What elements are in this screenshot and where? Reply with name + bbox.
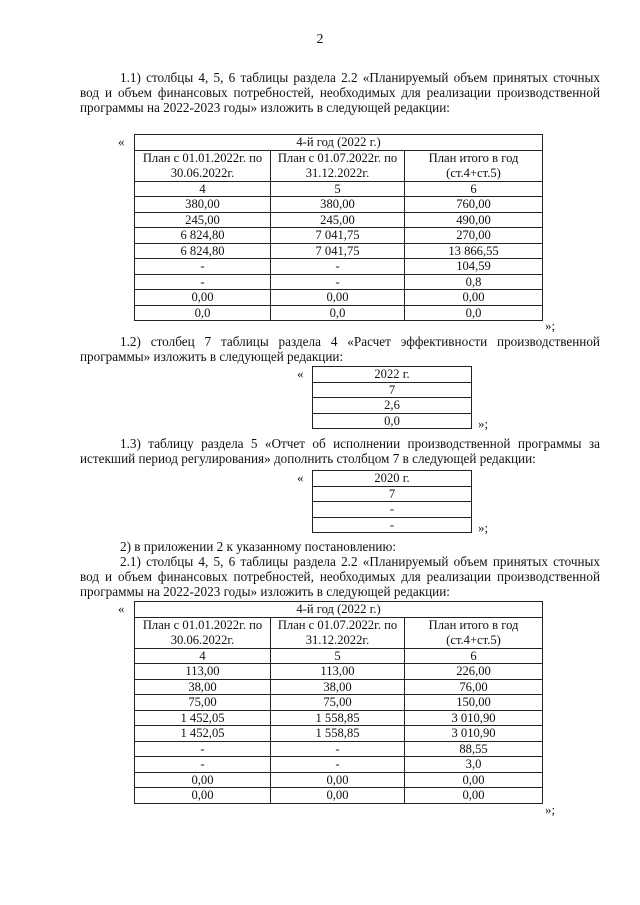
table4-row xyxy=(135,710,543,726)
table4-cell: - xyxy=(135,757,271,773)
table4-cell: 1 558,85 xyxy=(271,710,405,726)
table4-cell: 38,00 xyxy=(135,679,271,695)
table3-cell: 2020 г. xyxy=(313,471,472,487)
page-number: 2 xyxy=(316,32,324,47)
table1-row xyxy=(135,259,543,275)
paragraph-1-3: 1.3) таблицу раздела 5 «Отчет об исполнении производственной программы за истекший период регулирования» дополнить столбцом 7 в следующей редакции: xyxy=(80,436,600,466)
table1-cell: 490,00 xyxy=(405,212,543,228)
table4-cell: 3 010,90 xyxy=(405,726,543,742)
table3-cell: - xyxy=(313,517,472,533)
table4-cell: 150,00 xyxy=(405,695,543,711)
table1-cell: 7 041,75 xyxy=(271,243,405,259)
table4-cell: 0,00 xyxy=(271,788,405,804)
table4-cell: 113,00 xyxy=(271,664,405,680)
table1-col-header-1: План с 01.01.2022г. по 30.06.2022г. xyxy=(135,150,271,181)
table1-row xyxy=(135,290,543,306)
table4-col-header-2: План с 01.07.2022г. по 31.12.2022г. xyxy=(271,617,405,648)
table1-cell: 245,00 xyxy=(135,212,271,228)
table3-cell: - xyxy=(313,502,472,518)
table4-cell: 0,00 xyxy=(405,788,543,804)
table1-cell: 0,00 xyxy=(135,290,271,306)
table1-cell: - xyxy=(271,259,405,275)
table4-row xyxy=(135,757,543,773)
table1-row xyxy=(135,197,543,213)
table1-cell: 6 824,80 xyxy=(135,228,271,244)
table4-row xyxy=(135,726,543,742)
table1-close: »; xyxy=(545,318,556,333)
table1-open-quote: « xyxy=(118,134,125,149)
table1-cell: 0,0 xyxy=(405,305,543,321)
table4-year-header: 4-й год (2022 г.) xyxy=(135,602,543,618)
table2-cell: 2,6 xyxy=(313,398,472,414)
table4-row xyxy=(135,679,543,695)
table4-cell: 113,00 xyxy=(135,664,271,680)
table4-cell: - xyxy=(135,741,271,757)
table4-col-number-3: 6 xyxy=(405,648,543,664)
table1-col-number-1: 4 xyxy=(135,181,271,197)
table4-cell: 76,00 xyxy=(405,679,543,695)
table1-row xyxy=(135,274,543,290)
table4-cell: 226,00 xyxy=(405,664,543,680)
table4-row xyxy=(135,741,543,757)
table1-cell: 104,59 xyxy=(405,259,543,275)
table4 xyxy=(134,601,543,804)
table4-cell: 38,00 xyxy=(271,679,405,695)
table1-cell: - xyxy=(135,259,271,275)
table2-cell: 0,0 xyxy=(313,413,472,429)
table3-open-quote: « xyxy=(297,470,304,485)
table1-row xyxy=(135,212,543,228)
table4-col-header-3: План итого в год (ст.4+ст.5) xyxy=(405,617,543,648)
table1-cell: 7 041,75 xyxy=(271,228,405,244)
table1-cell: 0,0 xyxy=(271,305,405,321)
table1-col-header-3: План итого в год (ст.4+ст.5) xyxy=(405,150,543,181)
table4-cell: 3 010,90 xyxy=(405,710,543,726)
table4-col-header-1: План с 01.01.2022г. по 30.06.2022г. xyxy=(135,617,271,648)
table1-cell: 380,00 xyxy=(271,197,405,213)
table1-cell: - xyxy=(135,274,271,290)
table4-col-number-1: 4 xyxy=(135,648,271,664)
table4-cell: 88,55 xyxy=(405,741,543,757)
table1-cell: 6 824,80 xyxy=(135,243,271,259)
table4-cell: - xyxy=(271,741,405,757)
table4-cell: 0,00 xyxy=(271,772,405,788)
table4-cell: 75,00 xyxy=(271,695,405,711)
table4-cell: - xyxy=(271,757,405,773)
table1-row xyxy=(135,228,543,244)
table2-cell: 7 xyxy=(313,382,472,398)
table4-cell: 1 452,05 xyxy=(135,726,271,742)
table4-col-number-2: 5 xyxy=(271,648,405,664)
table1-col-header-2: План с 01.07.2022г. по 31.12.2022г. xyxy=(271,150,405,181)
table4-open-quote: « xyxy=(118,601,125,616)
table1-cell: 760,00 xyxy=(405,197,543,213)
table1-cell: 380,00 xyxy=(135,197,271,213)
table1-cell: 0,00 xyxy=(405,290,543,306)
table1-cell: 0,00 xyxy=(271,290,405,306)
table4-close: »; xyxy=(545,802,556,817)
table4-row xyxy=(135,695,543,711)
table2-cell: 2022 г. xyxy=(313,367,472,383)
table4-row xyxy=(135,772,543,788)
paragraph-2-1: 2.1) столбцы 4, 5, 6 таблицы раздела 2.2 «Планируемый объем принятых сточных вод и объем финансовых потребностей, необходимых для реализации производственной программы на 2022-2023 годы» изложить в следующей редакции: xyxy=(80,554,600,599)
table1-col-number-3: 6 xyxy=(405,181,543,197)
table1-row xyxy=(135,305,543,321)
table4-row xyxy=(135,788,543,804)
table4-cell: 1 452,05 xyxy=(135,710,271,726)
table2 xyxy=(312,366,472,429)
table1-cell: 0,0 xyxy=(135,305,271,321)
table4-row xyxy=(135,664,543,680)
paragraph-1-2: 1.2) столбец 7 таблицы раздела 4 «Расчет эффективности производственной программы» изложить в следующей редакции: xyxy=(80,334,600,364)
paragraph-2: 2) в приложении 2 к указанному постановлению: xyxy=(120,539,397,554)
table1-cell: 13 866,55 xyxy=(405,243,543,259)
table4-cell: 75,00 xyxy=(135,695,271,711)
table3-close: »; xyxy=(478,520,489,535)
table1-row xyxy=(135,243,543,259)
table1-cell: 245,00 xyxy=(271,212,405,228)
table2-open-quote: « xyxy=(297,366,304,381)
table2-close: »; xyxy=(478,416,489,431)
table4-cell: 0,00 xyxy=(135,772,271,788)
table1-year-header: 4-й год (2022 г.) xyxy=(135,135,543,151)
table3-cell: 7 xyxy=(313,486,472,502)
table4-cell: 0,00 xyxy=(405,772,543,788)
table3 xyxy=(312,470,472,533)
table1-cell: - xyxy=(271,274,405,290)
table4-cell: 1 558,85 xyxy=(271,726,405,742)
table1-cell: 0,8 xyxy=(405,274,543,290)
table1 xyxy=(134,134,543,321)
table1-cell: 270,00 xyxy=(405,228,543,244)
table4-cell: 3,0 xyxy=(405,757,543,773)
table4-cell: 0,00 xyxy=(135,788,271,804)
table1-col-number-2: 5 xyxy=(271,181,405,197)
paragraph-1-1: 1.1) столбцы 4, 5, 6 таблицы раздела 2.2 «Планируемый объем принятых сточных вод и объем финансовых потребностей, необходимых для реализации производственной программы на 2022-2023 годы» изложить в следующей редакции: xyxy=(80,70,600,115)
